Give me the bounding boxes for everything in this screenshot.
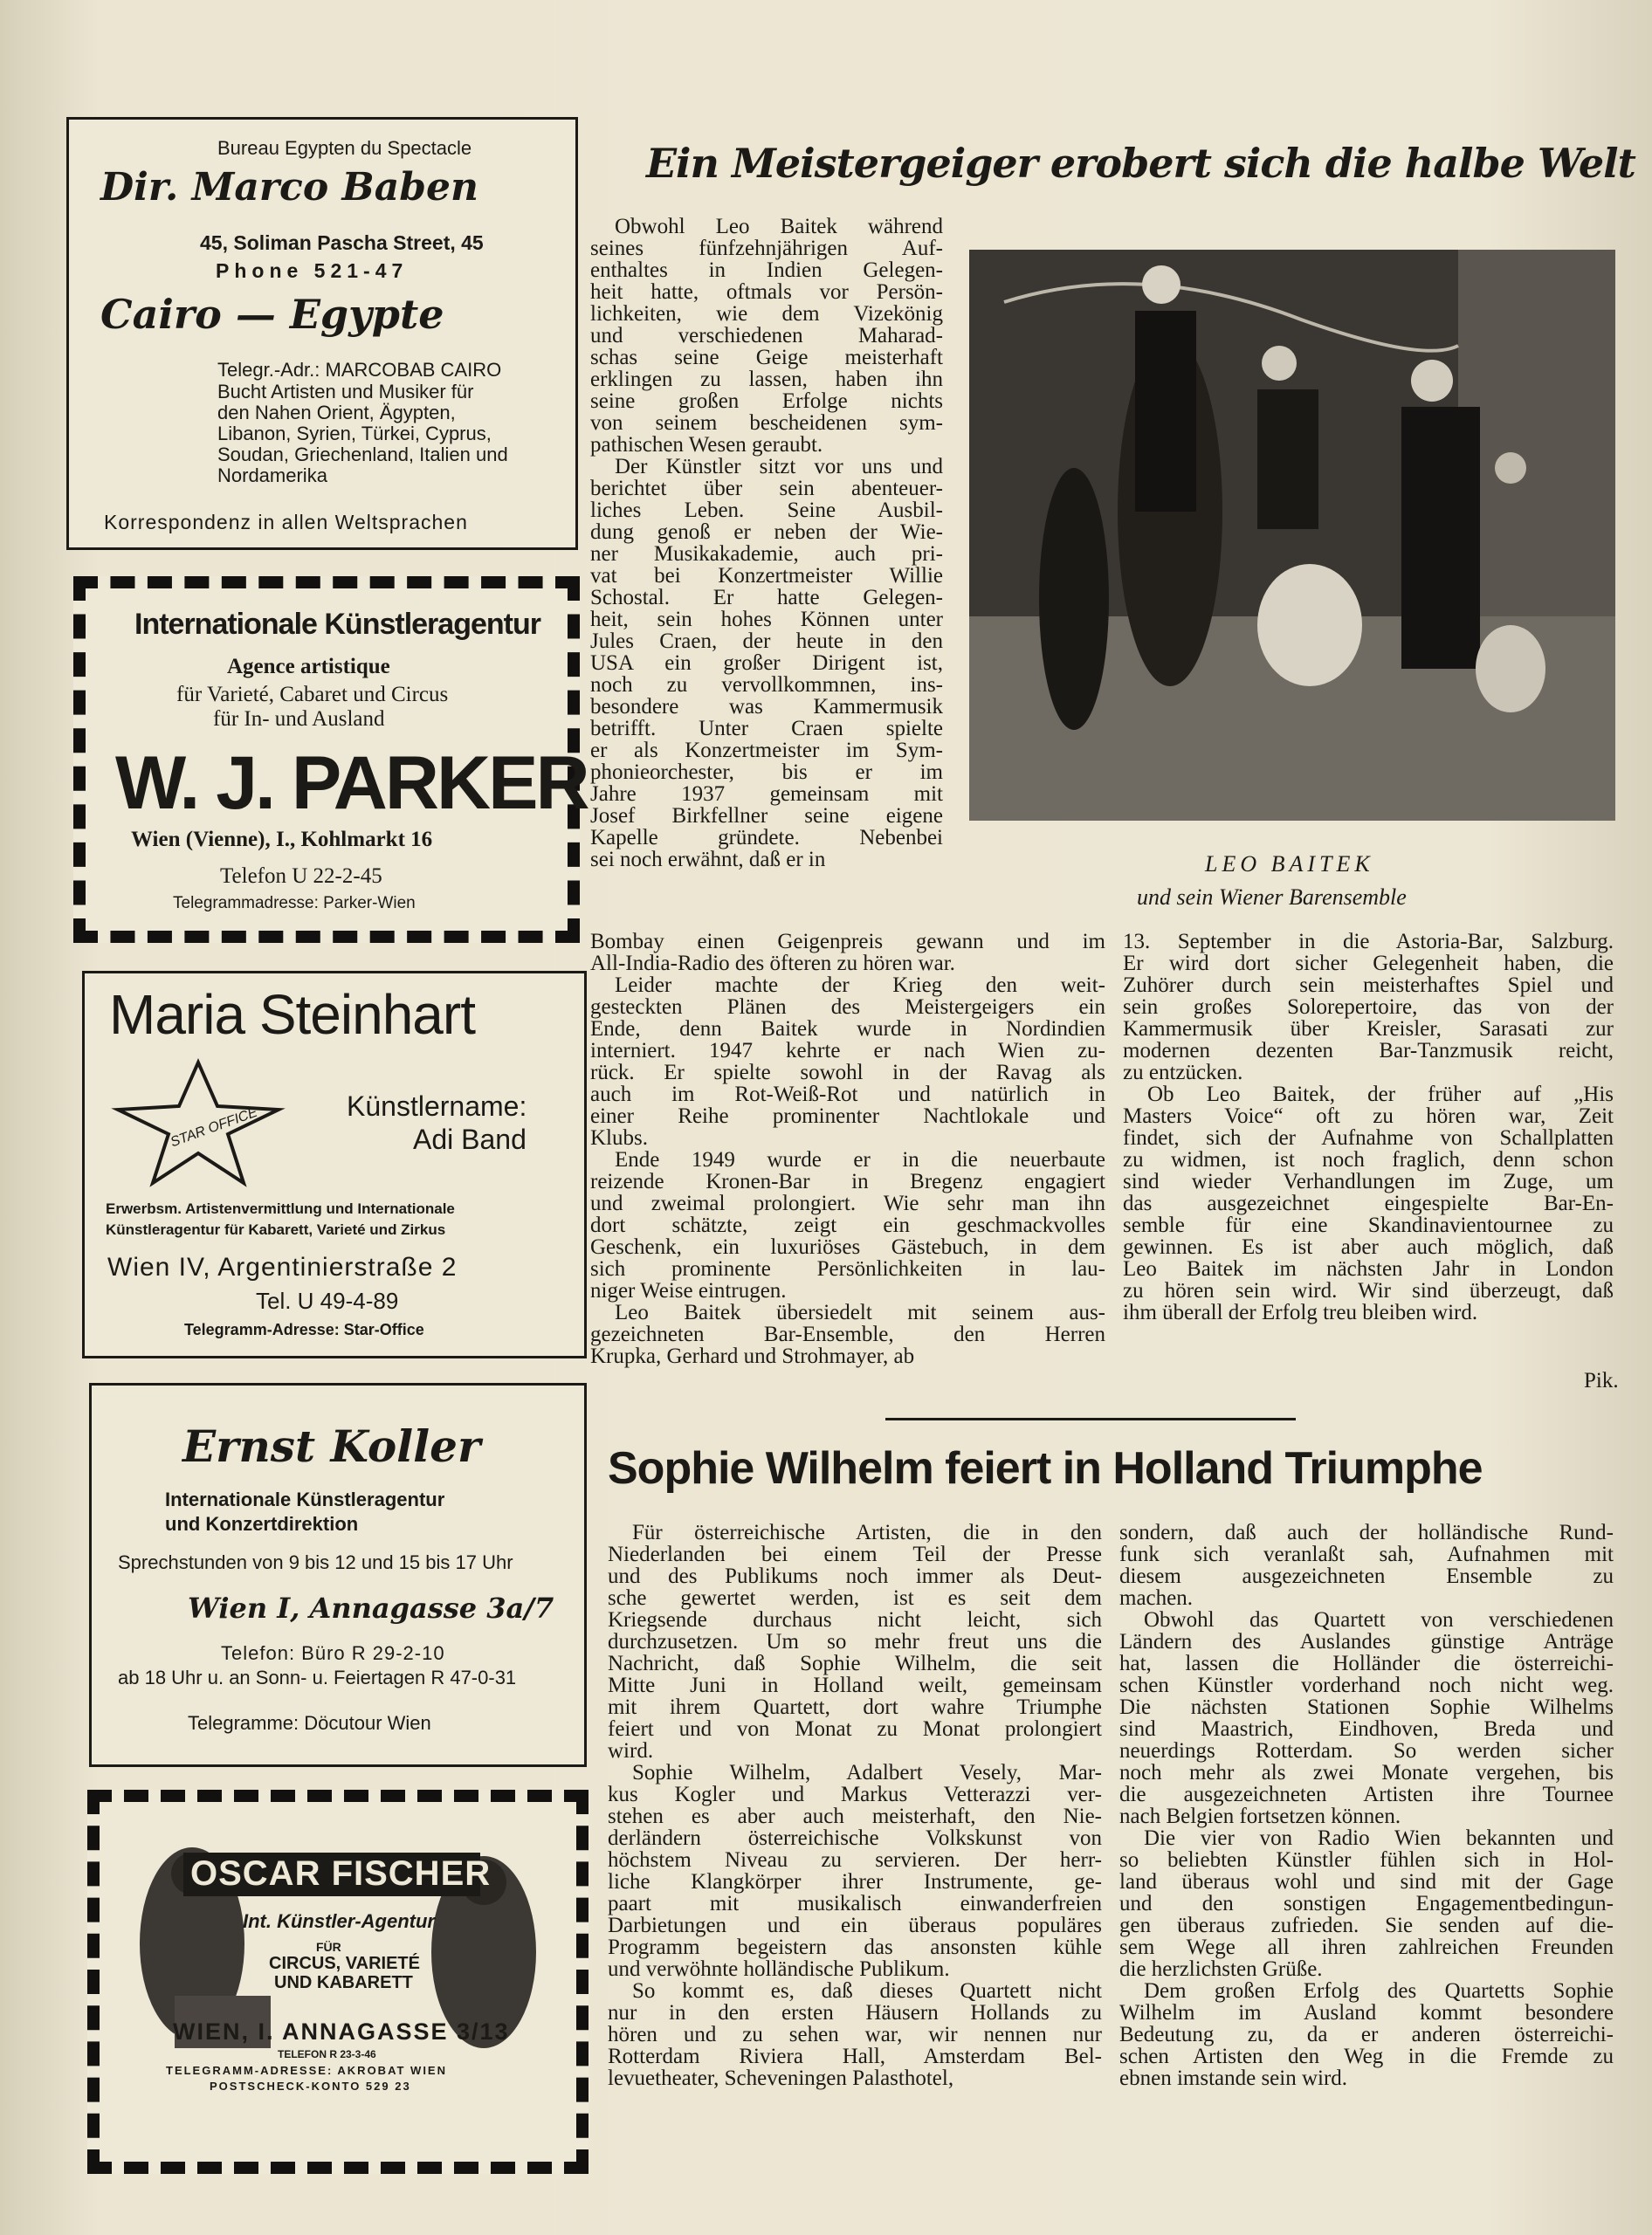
ad-maria-steinhart [82,971,587,1358]
text-line: Kapelle gründete. Nebenbei [590,826,943,849]
text-line: levuetheater, Scheveningen Palasthotel, [608,2067,954,2090]
text-line: mit ihrem Quartett, dort wahre Triumphe [608,1695,1102,1719]
ad4-telegram: Telegramme: Döcutour Wien [188,1712,431,1734]
text-line: phonieorchester, bis er im [590,760,943,784]
text-line: seine großen Erfolge nichts [590,389,943,413]
ad4-phone2: ab 18 Uhr u. an Sonn- u. Feiertagen R 47-0-31 [118,1667,517,1688]
text-line: vat bei Konzertmeister Willie [590,564,943,588]
text-line: Leo Baitek übersiedelt mit seinem aus- [615,1301,1105,1324]
text-line: sondern, daß auch der holländische Rund- [1119,1521,1614,1544]
ad1-bureau: Bureau Egypten du Spectacle [217,137,472,159]
text-line: liches Leben. Seine Ausbil- [590,499,943,522]
article1-column-left [590,216,943,870]
ad1-name: Dir. Marco Baben [100,165,478,210]
ad5-line2: FÜR [316,1940,341,1954]
ad1-phone: Phone 521-47 [216,259,409,282]
ad1-body-line: Libanon, Syrien, Türkei, Cyprus, [217,423,492,444]
text-line: von seinem bescheidenen sym- [590,411,943,435]
text-line: schen Artisten den Weg in die Fremde zu [1119,2045,1614,2068]
text-line: hat, lassen die Holländer die österreichi- [1119,1652,1614,1675]
text-line: Kammermusik über Kreisler, Sarasati zur [1123,1017,1614,1041]
text-line: enthaltes in Indien Gelegen- [590,258,943,282]
ad-marco-baben [66,117,578,550]
text-line: Bedeutung zu, da er anderen österreichi- [1119,2023,1614,2046]
article1-signature: Pik. [1584,1369,1619,1393]
ad-oscar-fischer [87,1790,589,2174]
text-line: Ob Leo Baitek, der früher auf „His [1147,1083,1614,1106]
text-line: Bombay einen Geigenpreis gewann und im [590,930,1105,953]
text-line: höchstem Niveau zu servieren. Der herr- [608,1848,1102,1872]
text-line: und verschiedenen Maharad- [590,324,943,347]
text-line: Jahre 1937 gemeinsam mit [590,782,943,806]
text-line: reizende Kronen-Bar in Bregenz engagiert [590,1170,1105,1193]
text-line: rück. Er spielte sowohl in der Ravag als [590,1061,1105,1084]
text-line: heit, sein hohes Können unter [590,608,943,631]
text-line: und zweimal prolongiert. Wie sehr man ihn [590,1192,1105,1215]
text-line: die herzlichsten Grüße. [1119,1957,1323,1981]
ad2-phone: Telefon U 22-2-45 [220,864,382,888]
text-line: schen Künstler vorderhand noch nicht weg. [1119,1674,1614,1697]
ad5-postcheck: POSTSCHECK-KONTO 529 23 [210,2080,411,2093]
article2-column-right [1119,1522,1614,2089]
text-line: land überaus wohl und sind mit der Gage [1119,1870,1614,1894]
text-line: Ende, denn Baitek wurde in Nordindien [590,1017,1105,1041]
text-line: so beliebten Künstler fühlen sich in Hol- [1119,1848,1614,1872]
text-line: zu entzücken. [1123,1061,1243,1084]
ad2-telegram: Telegrammadresse: Parker-Wien [173,894,416,912]
text-line: zu hören sein wird. Wir sind überzeugt, daß [1123,1279,1614,1303]
star-office-logo [111,1057,286,1188]
ad-parker [73,576,588,943]
text-line: Kriegsende durchaus nicht leicht, sich [608,1608,1102,1632]
text-line: erklingen zu lassen, haben ihn [590,368,943,391]
ad1-body [217,382,508,486]
text-line: funk sich veranlaßt sah, Aufnahmen mit [1119,1543,1614,1566]
text-line: Die vier von Radio Wien bekannten und [1144,1826,1614,1850]
ad3-artist-label: Künstlername: [347,1090,527,1122]
text-line: Schostal. Er hatte Gelegen- [590,586,943,609]
text-line: heit hatte, oftmals vor Persön- [590,280,943,304]
ad4-name: Ernst Koller [182,1420,481,1472]
text-line: gen überaus zufrieden. Sie senden auf die- [1119,1914,1614,1937]
photo-caption-name: LEO BAITEK [1205,851,1374,877]
text-line: Der Künstler sitzt vor uns und [615,455,943,478]
text-line: Für österreichische Artisten, die in den [632,1521,1102,1544]
ad2-address: Wien (Vienne), I., Kohlmarkt 16 [131,828,433,851]
ad1-body-line: Soudan, Griechenland, Italien und [217,444,508,465]
text-line: nur in den ersten Häusern Hollands zu [608,2001,1102,2025]
text-line: gesteckten Plänen des Meistergeigers ein [590,995,1105,1019]
ad4-hours: Sprechstunden von 9 bis 12 und 15 bis 17 Uhr [118,1551,513,1573]
ad1-telegr: Telegr.-Adr.: MARCOBAB CAIRO [217,359,502,381]
text-line: All-India-Radio des öfteren zu hören war. [590,952,955,975]
text-line: Die nächsten Stationen Sophie Wilhelms [1119,1695,1614,1719]
text-line: dort schätzte, zeigt ein geschmackvolles [590,1214,1105,1237]
text-line: stehen es aber auch meisterhaft, den Nie- [608,1805,1102,1828]
text-line: neuerdings Rotterdam. So werden sicher [1119,1739,1614,1763]
text-line: Leider machte der Krieg den weit- [615,973,1105,997]
ad4-address: Wien I, Annagasse 3a/7 [188,1592,554,1625]
text-line: Ende 1949 wurde er in die neuerbaute [615,1148,1105,1172]
text-line: diesem ausgezeichneten Ensemble zu [1119,1564,1614,1588]
text-line: ner Musikakademie, auch pri- [590,542,943,566]
text-line: ihm überall der Erfolg treu bleiben wird. [1123,1301,1478,1324]
text-line: auch im Rot-Weiß-Rot und natürlich in [590,1083,1105,1106]
text-line: Krupka, Gerhard und Strohmayer, ab [590,1344,915,1368]
text-line: Mitte Juni in Holland weilt, gemeinsam [608,1674,1102,1697]
text-line: Geschenk, ein luxuriöses Gästebuch, in dem [590,1235,1105,1259]
text-line: Klubs. [590,1126,648,1150]
text-line: und verwöhnte holländische Publikum. [608,1957,950,1981]
ad3-desc2: Künstleragentur für Kabarett, Varieté und Zirkus [106,1221,446,1238]
ad5-line3: CIRCUS, VARIETÉ [269,1954,420,1973]
text-line: feiert und von Monat zu Monat prolongiert [608,1717,1102,1741]
text-line: Niederlanden bei einem Teil der Presse [608,1543,1102,1566]
text-line: modernen dezenten Bar-Tanzmusik reicht, [1123,1039,1614,1062]
text-line: und den sonstigen Engagementbedingun- [1119,1892,1614,1915]
text-line: noch mehr als zwei Monate vergehen, bis [1119,1761,1614,1785]
text-line: durchzusetzen. Um so mehr freut uns die [608,1630,1102,1654]
text-line: noch zu vervollkommnen, ins- [590,673,943,697]
text-line: dung genoß er neben der Wie- [590,520,943,544]
ad3-telegram: Telegramm-Adresse: Star-Office [184,1321,424,1338]
text-line: berichtet über sein abenteuer- [590,477,943,500]
text-line: die ausgezeichneten Artisten ihre Tournee [1119,1783,1614,1806]
text-line: machen. [1119,1586,1193,1610]
ad3-name: Maria Steinhart [109,983,475,1046]
text-line: gewinnen. Es ist aber auch möglich, daß [1123,1235,1614,1259]
text-line: schas seine Geige meisterhaft [590,346,943,369]
section-divider [885,1418,1296,1420]
star-icon [118,1062,279,1183]
article2-headline: Sophie Wilhelm feiert in Holland Triumphe [608,1443,1483,1494]
text-line: wird. [608,1739,654,1763]
text-line: lichkeiten, wie dem Vizekönig [590,302,943,326]
text-line: ebnen imstande sein wird. [1119,2067,1348,2090]
text-line: niger Weise eintrugen. [590,1279,787,1303]
text-line: pathischen Wesen geraubt. [590,433,823,457]
article2-column-left [608,1522,1102,2089]
text-line: Wilhelm im Ausland kommt besondere [1119,2001,1614,2025]
ad5-line1: Int. Künstler-Agentur [243,1910,435,1932]
text-line: Ländern des Auslandes günstige Anträge [1119,1630,1614,1654]
ad2-line3: für Varieté, Cabaret und Circus [176,683,449,706]
text-line: Zuhörer durch sein meisterhaftes Spiel und [1123,973,1614,997]
text-line: sich prominente Persönlichkeiten in lau- [590,1257,1105,1281]
text-line: derländern österreichische Volkskunst von [608,1826,1102,1850]
text-line: das ausgezeichnet eingespielte Bar-En- [1123,1192,1614,1215]
text-line: Obwohl das Quartett von verschiedenen [1144,1608,1614,1632]
text-line: sind Maastrich, Eindhoven, Breda und [1119,1717,1614,1741]
text-line: Masters Voice“ oft zu hören war, Zeit [1123,1104,1614,1128]
ad2-title: Internationale Künstleragentur [134,608,540,641]
text-line: liche Klangkörper ihrer Instrumente, ge- [608,1870,1102,1894]
text-line: Programm begeistern das ansonsten kühle [608,1936,1102,1959]
ad2-line4: für In- und Ausland [213,707,385,731]
text-line: findet, sich der Aufnahme von Schallplatten [1123,1126,1614,1150]
ad4-phone1: Telefon: Büro R 29-2-10 [221,1642,445,1664]
text-line: nach Belgien fortsetzen können. [1119,1805,1401,1828]
text-line: besondere was Kammermusik [590,695,943,719]
text-line: einer Reihe prominenter Nachtlokale und [590,1104,1105,1128]
ad3-artist-name: Adi Band [413,1124,527,1155]
text-line: sem Wege all ihren zahlreichen Freunden [1119,1936,1614,1959]
ad4-line1: Internationale Künstleragentur [165,1489,445,1510]
text-line: seines fünfzehnjährigen Auf- [590,237,943,260]
text-line: sein großes Solorepertoire, das von der [1123,995,1614,1019]
ad1-address: 45, Soliman Pascha Street, 45 [200,231,484,254]
ad4-line2: und Konzertdirektion [165,1513,359,1535]
ad5-address: WIEN, I. ANNAGASSE 3/13 [173,2018,510,2045]
text-line: gezeichneten Bar-Ensemble, den Herren [590,1323,1105,1346]
text-line: Dem großen Erfolg des Quartetts Sophie [1144,1979,1614,2003]
text-line: So kommt es, daß dieses Quartett nicht [632,1979,1102,2003]
text-line: zu widmen, ist noch fraglich, denn schon [1123,1148,1614,1172]
text-line: Sophie Wilhelm, Adalbert Vesely, Mar- [632,1761,1102,1785]
text-line: betrifft. Unter Craen spielte [590,717,943,740]
text-line: kus Kogler und Markus Vetterazzi ver- [608,1783,1102,1806]
ad1-body-line: Nordamerika [217,464,327,486]
text-line: Josef Birkfellner seine eigene [590,804,943,828]
ad3-address: Wien IV, Argentinierstraße 2 [107,1253,458,1282]
text-line: und des Publikums noch immer als Deut- [608,1564,1102,1588]
ad5-phone: TELEFON R 23-3-46 [278,2048,376,2060]
ad3-star-text: STAR OFFICE [169,1104,260,1151]
ad1-footer: Korrespondenz in allen Weltsprachen [104,511,468,533]
text-line: Jules Craen, der heute in den [590,629,943,653]
ad1-city: Cairo — Egypte [100,291,444,338]
text-line: sche gewertet werden, ist es seit dem [608,1586,1102,1610]
ad2-name: W. J. PARKER [115,741,588,825]
text-line: sei noch erwähnt, daß er in [590,848,826,871]
ad5-telegram: TELEGRAMM-ADRESSE: AKROBAT WIEN [166,2064,447,2077]
ad3-phone: Tel. U 49-4-89 [256,1288,399,1314]
text-line: Er wird dort sicher Gelegenheit haben, die [1123,952,1614,975]
text-line: er als Konzertmeister im Sym- [590,739,943,762]
ad3-desc1: Erwerbsm. Artistenvermittlung und Internationale [106,1200,455,1217]
text-line: Obwohl Leo Baitek während [615,215,943,238]
ad5-name: OSCAR FISCHER [190,1854,492,1893]
ad5-line4: UND KABARETT [274,1973,413,1992]
text-line: 13. September in die Astoria-Bar, Salzburg. [1123,930,1614,953]
text-line: USA ein großer Dirigent ist, [590,651,943,675]
article1-column-right [1123,931,1614,1324]
text-line: Nachricht, daß Sophie Wilhelm, die seit [608,1652,1102,1675]
ad1-body-line: Bucht Artisten und Musiker für [217,381,474,402]
photo-caption-sub: und sein Wiener Barensemble [1137,884,1407,910]
text-line: Rotterdam Riviera Hall, Amsterdam Bel- [608,2045,1102,2068]
text-line: paart mit musikalisch einwanderfreien [608,1892,1102,1915]
text-line: Leo Baitek im nächsten Jahr in London [1123,1257,1614,1281]
article1-headline: Ein Meistergeiger erobert sich die halbe Welt [646,140,1635,187]
ad2-subtitle: Agence artistique [227,655,390,678]
text-line: sind wieder Verhandlungen im Zuge, um [1123,1170,1614,1193]
ad-ernst-koller [89,1383,587,1767]
text-line: semble für eine Skandinavientournee zu [1123,1214,1614,1237]
band-photo [969,250,1615,821]
text-line: interniert. 1947 kehrte er nach Wien zu- [590,1039,1105,1062]
text-line: Darbietungen und ein überaus populäres [608,1914,1102,1937]
article1-column-wide [590,931,1105,1367]
ad1-body-line: den Nahen Orient, Ägypten, [217,402,456,423]
text-line: hören und zu sehen war, wir nennen nur [608,2023,1102,2046]
